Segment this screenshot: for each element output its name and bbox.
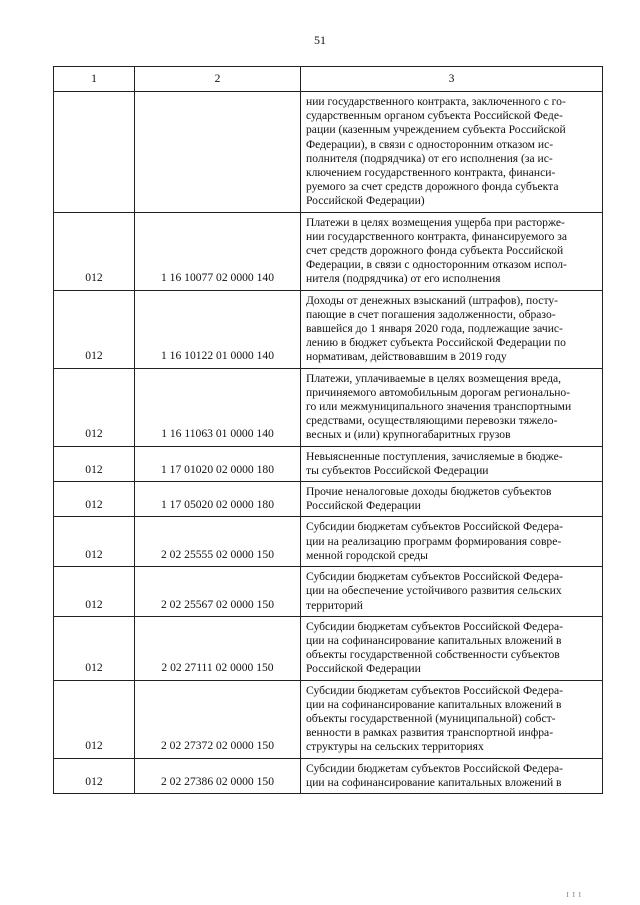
admin-code-cell: 012 xyxy=(54,758,135,793)
description-cell: Прочие неналоговые доходы бюджетов субъектов Российской Федерации xyxy=(301,482,603,517)
budget-code-cell: 2 02 27372 02 0000 150 xyxy=(135,680,301,758)
description-cell: Субсидии бюджетам субъектов Российской Федера- ции на реализацию программ формирования совре- менной городской среды xyxy=(301,517,603,567)
admin-code-cell: 012 xyxy=(54,567,135,617)
description-cell: Платежи в целях возмещения ущерба при расторже- нии государственного контракта, финансируемого за счет средств дорожного фонда субъекта Российской Федерации, в связи с односторонним отказом испол- нителя (подрядчика) от его исполнения xyxy=(301,212,603,290)
table-row xyxy=(54,517,603,567)
table-row xyxy=(54,567,603,617)
table-row xyxy=(54,616,603,680)
admin-code-cell: 012 xyxy=(54,290,135,368)
budget-code-cell: 2 02 27386 02 0000 150 xyxy=(135,758,301,793)
admin-code-cell: 012 xyxy=(54,482,135,517)
table-row xyxy=(54,446,603,481)
budget-code-cell: 1 17 01020 02 0000 180 xyxy=(135,446,301,481)
admin-code-cell: 012 xyxy=(54,616,135,680)
budget-code-cell xyxy=(135,92,301,213)
page-number: 51 xyxy=(314,33,326,47)
description-cell: Субсидии бюджетам субъектов Российской Федера- ции на софинансирование капитальных вложений в xyxy=(301,758,603,793)
description-cell: Доходы от денежных взысканий (штрафов), посту- пающие в счет погашения задолженности, образо- вавшейся до 1 января 2020 года, подлежащие зачис- лению в бюджет субъекта Российской Федерации по нормативам, действовавшим в 2019 году xyxy=(301,290,603,368)
table-row xyxy=(54,92,603,213)
table-row xyxy=(54,368,603,446)
column-header-1: 1 xyxy=(54,67,135,92)
column-header-2: 2 xyxy=(135,67,301,92)
admin-code-cell: 012 xyxy=(54,446,135,481)
description-cell: Субсидии бюджетам субъектов Российской Федера- ции на софинансирование капитальных вложений в объекты государственной собственности субъектов Российской Федерации xyxy=(301,616,603,680)
description-cell: Платежи, уплачиваемые в целях возмещения вреда, причиняемого автомобильным дорогам регионально- го или межмуниципального значения транспортными средствами, осуществляющими перевозки тяжело- весных и (или) крупногабаритных грузов xyxy=(301,368,603,446)
column-header-3: 3 xyxy=(301,67,603,92)
budget-code-cell: 1 17 05020 02 0000 180 xyxy=(135,482,301,517)
budget-code-cell: 1 16 10077 02 0000 140 xyxy=(135,212,301,290)
admin-code-cell: 012 xyxy=(54,212,135,290)
admin-code-cell xyxy=(54,92,135,213)
description-cell: Субсидии бюджетам субъектов Российской Федера- ции на обеспечение устойчивого развития сельских территорий xyxy=(301,567,603,617)
table-header-row xyxy=(54,67,603,92)
admin-code-cell: 012 xyxy=(54,680,135,758)
admin-code-cell: 012 xyxy=(54,368,135,446)
description-cell: нии государственного контракта, заключенного с го- сударственным органом субъекта Российской Феде- рации (казенным учреждением субъекта Российской Федерации), в связи с односторонним отказом ис- полнителя (подрядчика) от его исполнения (за ис- ключением государственного контракта, финанси- руемого за счет средств дорожного фонда субъекта Российской Федерации) xyxy=(301,92,603,213)
corner-scan-mark: I I I xyxy=(566,891,582,899)
admin-code-cell: 012 xyxy=(54,517,135,567)
budget-code-cell: 2 02 27111 02 0000 150 xyxy=(135,616,301,680)
revenue-codes-table xyxy=(53,66,603,794)
table-row xyxy=(54,290,603,368)
table-row xyxy=(54,212,603,290)
table-row xyxy=(54,482,603,517)
budget-code-cell: 1 16 10122 01 0000 140 xyxy=(135,290,301,368)
description-cell: Невыясненные поступления, зачисляемые в бюдже- ты субъектов Российской Федерации xyxy=(301,446,603,481)
budget-code-cell: 2 02 25555 02 0000 150 xyxy=(135,517,301,567)
table-row xyxy=(54,758,603,793)
table-row xyxy=(54,680,603,758)
description-cell: Субсидии бюджетам субъектов Российской Федера- ции на софинансирование капитальных вложений в объекты государственной (муниципальной) собст- венности в рамках развития транспортной инфра- структуры на сельских территориях xyxy=(301,680,603,758)
budget-code-cell: 1 16 11063 01 0000 140 xyxy=(135,368,301,446)
budget-code-cell: 2 02 25567 02 0000 150 xyxy=(135,567,301,617)
